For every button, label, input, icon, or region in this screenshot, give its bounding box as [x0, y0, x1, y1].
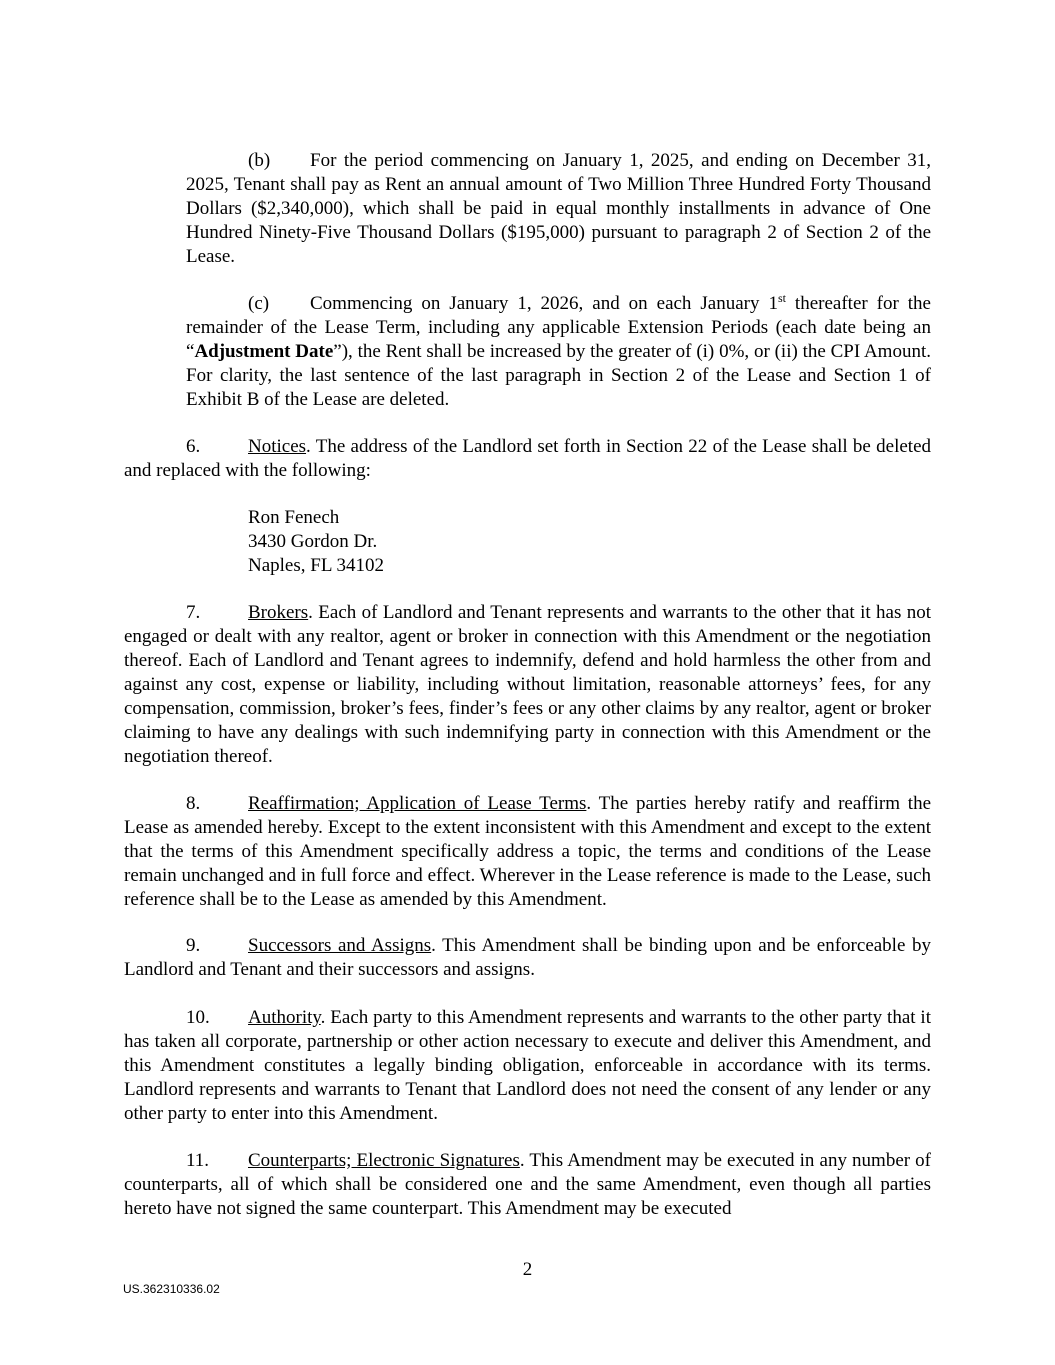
- section-7-brokers: [124, 601, 931, 769]
- address-line-city: Naples, FL 34102: [248, 555, 384, 576]
- section-10-authority: [124, 1006, 931, 1126]
- section-10-heading: Authority: [248, 1007, 321, 1028]
- section-6-heading: Notices: [248, 436, 307, 457]
- page-number: 2: [522, 1259, 533, 1280]
- section-10-text: . Each party to this Amendment represents and warrants to the other party that it has taken all corporate, partnership or other action necessary to execute and deliver this Amendment, and this Amendment constitutes a legally binding obligation, enforceable in accordance with its terms. Landlord represents and warrants to Tenant that Landlord does not need the consent of any lender or any other party to enter into this Amendment.: [124, 1007, 931, 1124]
- paragraph-c-text-2: thereafter for the remainder of the Lease Term, including any applicable Extension Periods (each date being an “: [186, 293, 931, 362]
- paragraph-b: [186, 149, 931, 269]
- section-8-heading: Reaffirmation; Application of Lease Terms: [248, 793, 587, 814]
- paragraph-c-text-1: Commencing on January 1, 2026, and on each January 1: [310, 293, 778, 314]
- paragraph-c-label: (c): [248, 293, 270, 314]
- section-7-heading: Brokers: [248, 602, 309, 623]
- paragraph-b-text: For the period commencing on January 1, 2025, and ending on December 31, 2025, Tenant shall pay as Rent an annual amount of Two Million Three Hundred Forty Thousand Dollars ($2,340,000), which shall be paid in equal monthly installments in advance of One Hundred Ninety-Five Thousand Dollars ($195,000) pursuant to paragraph 2 of Section 2 of the Lease.: [186, 150, 931, 267]
- section-11-counterparts: [124, 1149, 931, 1221]
- section-6-number: 6.: [186, 436, 201, 457]
- landlord-address: [248, 506, 384, 578]
- adjustment-date-term: Adjustment Date: [194, 341, 334, 362]
- section-11-text: . This Amendment may be executed in any number of counterparts, all of which shall be considered one and the same Amendment, even though all parties hereto have not signed the same counterpart. This Amendment may be executed: [124, 1150, 931, 1219]
- section-9-heading: Successors and Assigns: [248, 935, 432, 956]
- address-line-street: 3430 Gordon Dr.: [248, 531, 378, 552]
- section-7-text: . Each of Landlord and Tenant represents and warrants to the other that it has not engaged or dealt with any realtor, agent or broker in connection with this Amendment or the negotiation thereof. Each of Landlord and Tenant agrees to indemnify, defend and hold harmless the other from and against any cost, expense or liability, including without limitation, reasonable attorneys’ fees, for any compensation, commission, broker’s fees, finder’s fees or any other claims by any realtor, agent or broker claiming to have any dealings with such indemnifying party in connection with this Amendment or the negotiation thereof.: [124, 602, 931, 767]
- section-6-notices: [124, 435, 931, 483]
- section-8-text: . The parties hereby ratify and reaffirm the Lease as amended hereby. Except to the extent inconsistent with this Amendment and except to the extent that the terms of this Amendment specifically address a topic, the terms and conditions of the Lease remain unchanged and in full force and effect. Wherever in the Lease reference is made to the Lease, such reference shall be to the Lease as amended by this Amendment.: [124, 793, 932, 910]
- section-11-heading: Counterparts; Electronic Signatures: [248, 1150, 520, 1171]
- document-id: US.362310336.02: [123, 1282, 220, 1296]
- section-9-successors: [124, 934, 931, 982]
- section-10-number: 10.: [186, 1007, 210, 1028]
- section-9-text: . This Amendment shall be binding upon and be enforceable by Landlord and Tenant and their successors and assigns.: [124, 935, 931, 980]
- section-6-text: . The address of the Landlord set forth in Section 22 of the Lease shall be deleted and replaced with the following:: [124, 436, 931, 481]
- address-line-name: Ron Fenech: [248, 507, 340, 528]
- section-8-number: 8.: [186, 793, 201, 814]
- section-7-number: 7.: [186, 602, 201, 623]
- section-8-reaffirmation: [124, 792, 931, 912]
- paragraph-c-superscript: st: [777, 291, 786, 305]
- paragraph-c-text-3: ”), the Rent shall be increased by the greater of (i) 0%, or (ii) the CPI Amount. For clarity, the last sentence of the last paragraph in Section 2 of the Lease and Section 1 of Exhibit B of the Lease are deleted.: [186, 341, 931, 410]
- section-11-number: 11.: [186, 1150, 210, 1171]
- section-9-number: 9.: [186, 935, 201, 956]
- paragraph-c: [186, 292, 931, 412]
- paragraph-b-label: (b): [248, 150, 271, 171]
